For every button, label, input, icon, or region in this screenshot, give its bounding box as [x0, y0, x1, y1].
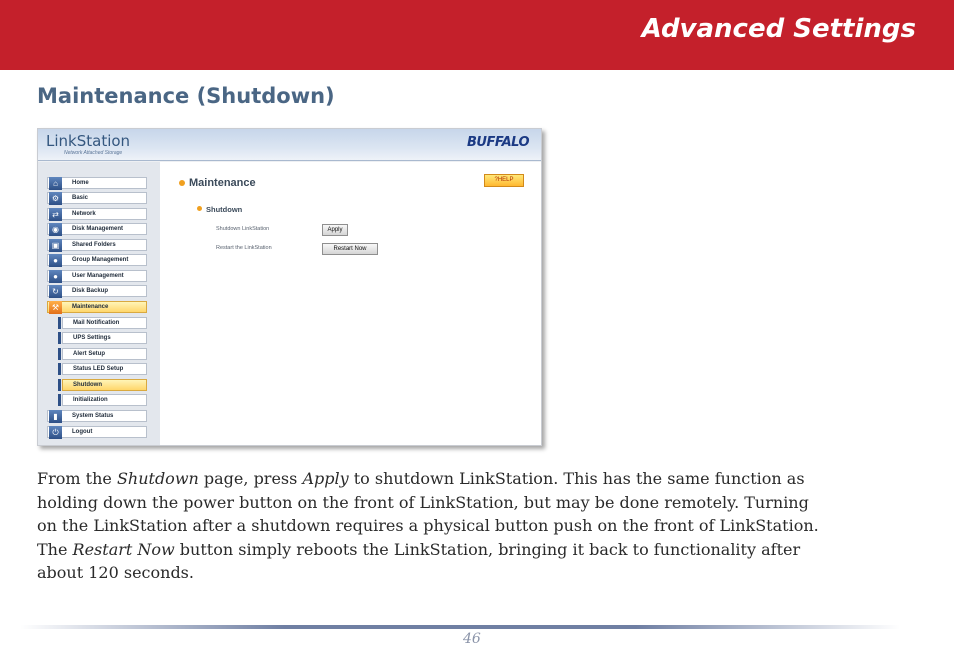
footer-divider — [20, 625, 900, 629]
submenu-item-label: Alert Setup — [73, 351, 106, 357]
header-banner — [0, 0, 954, 70]
submenu-item-label: Initialization — [73, 397, 108, 403]
title-bullet-icon — [179, 180, 185, 186]
tools-icon: ⚒ — [49, 301, 62, 314]
menu-item-label: Group Management — [72, 257, 129, 263]
submenu-item-initialization[interactable] — [62, 394, 147, 406]
menu-item-label: System Status — [72, 413, 114, 419]
logout-icon: ⏻ — [49, 426, 62, 439]
chapter-title: Advanced Settings — [641, 14, 916, 44]
submenu-item-alert-setup[interactable] — [62, 348, 147, 360]
main-panel — [160, 162, 542, 446]
text-run-emphasis: Apply — [302, 469, 349, 488]
paragraph-line: about 120 seconds. — [37, 563, 194, 582]
paragraph-line — [37, 467, 917, 491]
submenu-marker — [58, 317, 61, 329]
menu-item-label: Maintenance — [72, 304, 109, 310]
restart-now-button[interactable]: Restart Now — [322, 243, 378, 255]
menu-item-group-management[interactable] — [47, 254, 147, 266]
menu-item-label: Disk Management — [72, 226, 124, 232]
basic-icon: ⚙ — [49, 192, 62, 205]
menu-item-label: Home — [72, 180, 89, 186]
status-icon: ▮ — [49, 410, 62, 423]
menu-item-disk-management[interactable] — [47, 223, 147, 235]
network-icon: ⇄ — [49, 208, 62, 221]
page-number: 46 — [463, 631, 481, 647]
disk-icon: ◉ — [49, 223, 62, 236]
submenu-item-ups-settings[interactable] — [62, 332, 147, 344]
buffalo-logo: BUFFALO — [467, 135, 529, 150]
text-run: From the — [37, 469, 117, 488]
folder-icon: ▣ — [49, 239, 62, 252]
menu-item-basic[interactable] — [47, 192, 147, 204]
menu-item-maintenance[interactable] — [47, 301, 147, 313]
menu-item-home[interactable] — [47, 177, 147, 189]
linkstation-logo: LinkStation — [46, 132, 131, 150]
menu-item-label: Network — [72, 211, 96, 217]
menu-item-system-status[interactable] — [47, 410, 147, 422]
text-run: The — [37, 539, 73, 559]
group-icon: ● — [49, 254, 62, 267]
text-run-emphasis: Shutdown — [116, 469, 199, 488]
text-run: button simply reboots the LinkStation, bringing it back to functionality after — [174, 539, 801, 559]
submenu-item-mail-notification[interactable] — [62, 317, 147, 329]
page-title: Maintenance — [189, 177, 256, 189]
submenu-marker — [58, 379, 61, 391]
ui-screenshot — [37, 128, 542, 446]
submenu-marker — [58, 332, 61, 344]
sidebar — [38, 162, 160, 446]
linkstation-tagline: Network Attached Storage — [64, 150, 123, 156]
menu-item-label: Shared Folders — [72, 242, 116, 248]
screenshot-header — [38, 129, 542, 161]
menu-item-label: Disk Backup — [72, 288, 109, 294]
paragraph-line: holding down the power button on the front of LinkStation, but may be done remotely. Turning — [37, 492, 809, 512]
menu-item-label: Logout — [72, 429, 93, 435]
submenu-item-label: UPS Settings — [73, 335, 111, 341]
menu-item-user-management[interactable] — [47, 270, 147, 282]
submenu-marker — [58, 363, 61, 375]
menu-item-disk-backup[interactable] — [47, 285, 147, 297]
submenu-item-shutdown[interactable] — [62, 379, 147, 391]
menu-item-shared-folders[interactable] — [47, 239, 147, 251]
submenu-item-label: Mail Notification — [73, 320, 120, 326]
menu-item-label: User Management — [72, 273, 124, 279]
section-subtitle: Shutdown — [206, 205, 243, 214]
menu-item-logout[interactable] — [47, 426, 147, 438]
shutdown-label: Shutdown LinkStation — [216, 226, 270, 232]
restart-label: Restart the LinkStation — [216, 245, 272, 251]
menu-item-network[interactable] — [47, 208, 147, 220]
user-icon: ● — [49, 270, 62, 283]
text-run-emphasis: Restart Now — [72, 539, 175, 559]
section-heading: Maintenance (Shutdown) — [37, 84, 335, 108]
body-paragraph — [37, 467, 917, 585]
apply-button[interactable]: Apply — [322, 224, 348, 236]
submenu-marker — [58, 394, 61, 406]
home-icon: ⌂ — [49, 177, 62, 190]
help-button[interactable]: ?HELP — [484, 174, 524, 187]
text-run: to shutdown LinkStation. This has the same function as — [348, 469, 805, 488]
subtitle-bullet-icon — [197, 206, 202, 211]
submenu-item-label: Shutdown — [73, 382, 102, 388]
submenu-item-label: Status LED Setup — [73, 366, 124, 372]
submenu-marker — [58, 348, 61, 360]
submenu-item-status-led-setup[interactable] — [62, 363, 147, 375]
text-run: page, press — [198, 469, 303, 488]
backup-icon: ↻ — [49, 285, 62, 298]
paragraph-line: on the LinkStation after a shutdown requires a physical button push on the front of LinkStation. — [37, 516, 819, 535]
paragraph-line — [37, 538, 917, 562]
menu-item-label: Basic — [72, 195, 89, 201]
